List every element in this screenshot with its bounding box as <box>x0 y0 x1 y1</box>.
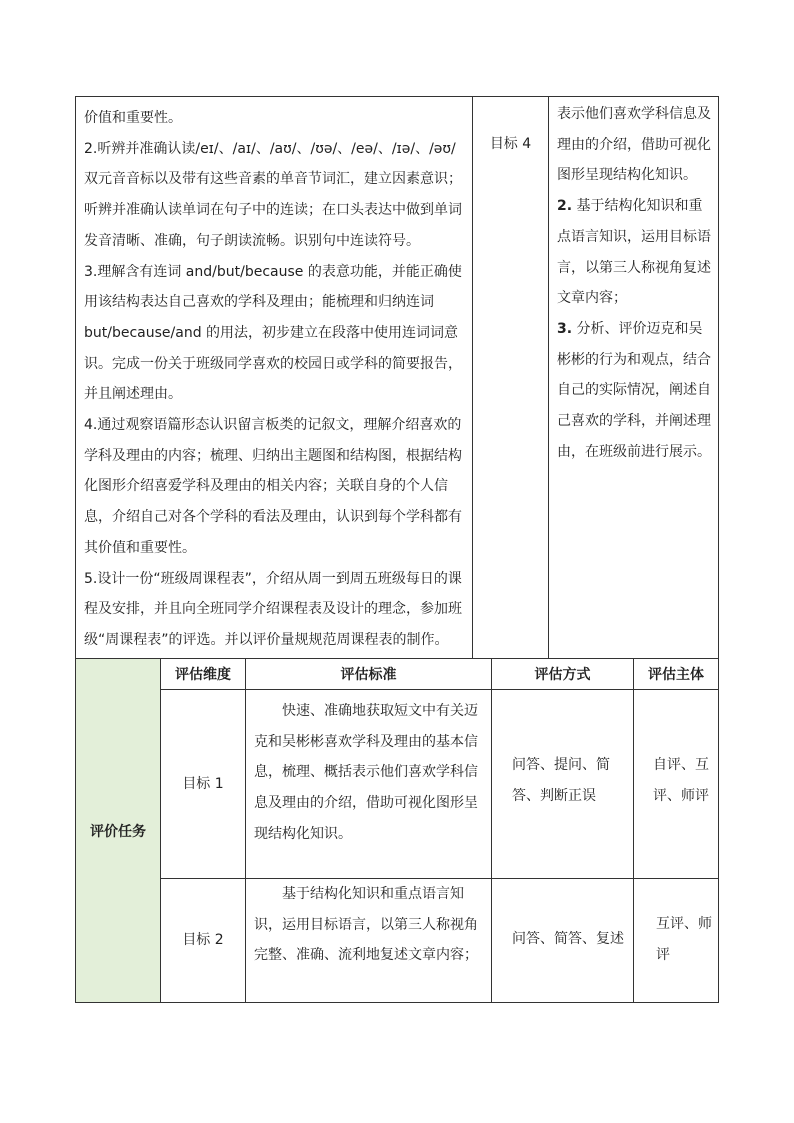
eval-task-label: 评价任务 <box>90 823 146 840</box>
eval-task-label-cell <box>75 658 161 1003</box>
row1-dimension: 目标 1 <box>160 689 246 879</box>
row1-standard: 快速、准确地获取短文中有关迈克和吴彬彬喜欢学科及理由的基本信息，梳理、概括表示他们喜欢学科信息及理由的介绍，借助可视化图形呈现结构化知识。 <box>245 689 492 879</box>
row2-dimension: 目标 2 <box>160 878 246 1003</box>
header-method: 评估方式 <box>491 658 634 690</box>
target-item <box>557 191 713 314</box>
target-item-text: 基于结构化知识和重点语言知识，运用目标语言，以第三人称视角复述文章内容； <box>557 198 711 307</box>
target-item <box>557 314 713 468</box>
row1-subject: 自评、互评、师评 <box>633 689 719 879</box>
objective-paragraph: 5.设计一份“班级周课程表”，介绍从周一到周五班级每日的课程及安排，并且向全班同学介绍课程表及设计的理念，参加班级“周课程表”的评选。并以评价量规规范周课程表的制作。 <box>84 570 462 648</box>
target-label-cell <box>472 96 549 659</box>
row2-subject: 互评、师评 <box>633 878 719 1003</box>
row2-method: 问答、简答、复述 <box>491 878 634 1003</box>
target-description-cell <box>548 96 719 659</box>
objective-paragraph: 3.理解含有连词 and/but/because 的表意功能，并能正确使用该结构表达自己喜欢的学科及理由；能梳理和归纳连词 but/because/and 的用法，初步建立在段落中使用连词词意识。完成一份关于班级同学喜欢的校园日或学科的简要报告，并且阐述理由。 <box>84 263 462 403</box>
header-subject: 评估主体 <box>633 658 719 690</box>
row2-standard: 基于结构化知识和重点语言知识，运用目标语言，以第三人称视角完整、准确、流利地复述文章内容； <box>245 878 492 1003</box>
target-intro: 表示他们喜欢学科信息及理由的介绍，借助可视化图形呈现结构化知识。 <box>557 106 711 184</box>
header-standard: 评估标准 <box>245 658 492 690</box>
curriculum-table <box>75 96 719 1003</box>
row1-method: 问答、提问、简答、判断正误 <box>491 689 634 879</box>
objective-paragraph: 2.听辨并准确认读/eɪ/、/aɪ/、/aʊ/、/ʊə/、/eə/、/ɪə/、/əʊ/双元音音标以及带有这些音素的单音节词汇，建立因素意识；听辨并准确认读单词在句子中的连读；在口头表达中做到单词发音清晰、准确，句子朗读流畅。识别句中连读符号。 <box>84 140 462 249</box>
header-dimension: 评估维度 <box>160 658 246 690</box>
objective-paragraph: 4.通过观察语篇形态认识留言板类的记叙文，理解介绍喜欢的学科及理由的内容；梳理、归纳出主题图和结构图，根据结构化图形介绍喜爱学科及理由的相关内容；关联自身的个人信息，介绍自己对各个学科的看法及理由，认识到每个学科都有其价值和重要性。 <box>84 417 462 556</box>
target-item-number: 2. <box>557 198 573 215</box>
objective-paragraph: 价值和重要性。 <box>84 110 182 126</box>
target-label: 目标 4 <box>489 136 532 152</box>
target-item-text: 分析、评价迈克和吴彬彬的行为和观点，结合自己的实际情况，阐述自己喜欢的学科，并阐述理由，在班级前进行展示。 <box>557 320 711 460</box>
objectives-cell <box>75 96 473 659</box>
target-item-number: 3. <box>557 320 573 337</box>
